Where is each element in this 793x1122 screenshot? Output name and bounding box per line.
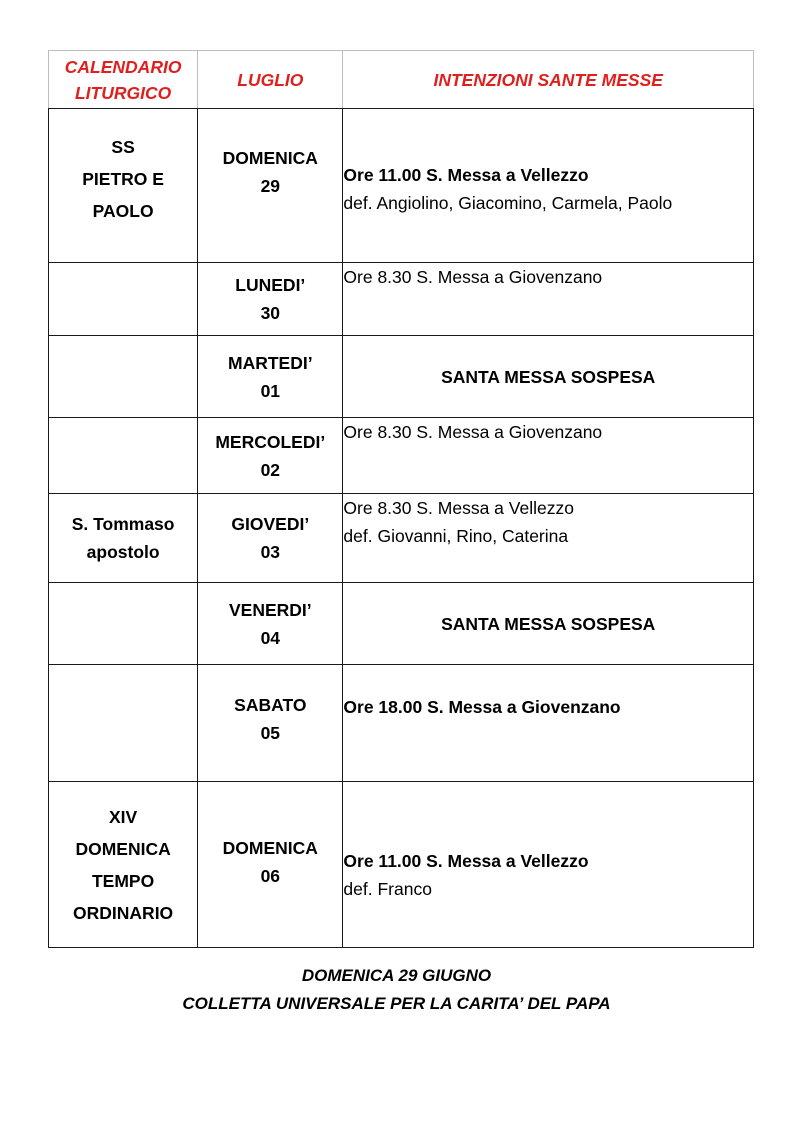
intention-cell bbox=[343, 263, 754, 336]
intention-cell bbox=[343, 665, 754, 782]
day-name: LUNEDI’ bbox=[235, 275, 306, 295]
day-cell bbox=[198, 336, 343, 418]
liturgical-line: TEMPO bbox=[91, 870, 155, 891]
table-header-row bbox=[49, 51, 754, 109]
day-name: VENERDI’ bbox=[228, 599, 312, 620]
header-month: LUGLIO bbox=[198, 51, 343, 109]
intention-line: Ore 8.30 S. Messa a Vellezzo bbox=[343, 498, 574, 518]
footer-note bbox=[0, 962, 793, 1018]
intention-line: Ore 8.30 S. Messa a Giovenzano bbox=[343, 422, 603, 442]
intention-line: Ore 11.00 S. Messa a Vellezzo bbox=[343, 850, 589, 871]
day-name: DOMENICA bbox=[222, 147, 318, 168]
table-row bbox=[49, 336, 754, 418]
day-cell bbox=[198, 583, 343, 665]
liturgical-cell bbox=[49, 782, 198, 948]
table-row bbox=[49, 494, 754, 583]
intention-line: Ore 11.00 S. Messa a Vellezzo bbox=[343, 164, 589, 185]
liturgical-line: S. Tommaso bbox=[71, 514, 175, 534]
header-calendar-line1: CALENDARIO bbox=[64, 56, 182, 77]
footer-date: DOMENICA 29 GIUGNO bbox=[301, 966, 492, 985]
liturgical-cell bbox=[49, 583, 198, 665]
intention-line: def. Franco bbox=[343, 878, 432, 899]
intention-cell bbox=[343, 418, 754, 494]
liturgical-cell bbox=[49, 109, 198, 263]
table-row bbox=[49, 263, 754, 336]
day-cell bbox=[198, 109, 343, 263]
intention-cell bbox=[343, 583, 754, 665]
liturgical-cell bbox=[49, 263, 198, 336]
day-cell bbox=[198, 263, 343, 336]
day-number: 02 bbox=[260, 459, 281, 480]
table-row bbox=[49, 665, 754, 782]
footer-collection: COLLETTA UNIVERSALE PER LA CARITA’ DEL PAPA bbox=[182, 994, 611, 1013]
liturgical-line: ORDINARIO bbox=[73, 902, 174, 923]
day-number: 30 bbox=[260, 303, 281, 323]
header-calendar-liturgico bbox=[49, 51, 198, 109]
header-calendar-line2: LITURGICO bbox=[74, 82, 172, 103]
intention-cell bbox=[343, 336, 754, 418]
table-row bbox=[49, 109, 754, 263]
day-name: MERCOLEDI’ bbox=[215, 431, 326, 452]
day-name: GIOVEDI’ bbox=[231, 514, 310, 534]
day-number: 04 bbox=[260, 627, 281, 648]
liturgical-line: DOMENICA bbox=[75, 838, 171, 859]
day-name: DOMENICA bbox=[222, 837, 318, 858]
liturgical-cell bbox=[49, 336, 198, 418]
mass-schedule-table bbox=[48, 50, 754, 948]
intention-cell bbox=[343, 494, 754, 583]
liturgical-line: apostolo bbox=[86, 542, 160, 562]
intention-line: Ore 18.00 S. Messa a Giovenzano bbox=[343, 697, 621, 717]
intention-line: Ore 8.30 S. Messa a Giovenzano bbox=[343, 267, 603, 287]
day-number: 03 bbox=[260, 542, 281, 562]
liturgical-cell bbox=[49, 494, 198, 583]
liturgical-line: PIETRO E bbox=[82, 168, 164, 189]
intention-cell bbox=[343, 782, 754, 948]
table-row bbox=[49, 583, 754, 665]
day-cell bbox=[198, 665, 343, 782]
liturgical-cell bbox=[49, 418, 198, 494]
intention-cell bbox=[343, 109, 754, 263]
day-number: 29 bbox=[260, 175, 281, 196]
table-row bbox=[49, 782, 754, 948]
day-name: MARTEDI’ bbox=[228, 352, 313, 373]
liturgical-line: XIV bbox=[108, 806, 138, 827]
day-cell bbox=[198, 418, 343, 494]
day-number: 06 bbox=[260, 865, 281, 886]
table-row bbox=[49, 418, 754, 494]
header-intentions: INTENZIONI SANTE MESSE bbox=[343, 51, 754, 109]
intention-line: def. Giovanni, Rino, Caterina bbox=[343, 526, 569, 546]
day-name: SABATO bbox=[234, 695, 307, 715]
liturgical-cell bbox=[49, 665, 198, 782]
day-number: 05 bbox=[260, 723, 281, 743]
day-number: 01 bbox=[260, 380, 281, 401]
liturgical-line: SS bbox=[111, 136, 135, 157]
day-cell bbox=[198, 782, 343, 948]
mass-suspended-label: SANTA MESSA SOSPESA bbox=[441, 366, 656, 387]
mass-suspended-label: SANTA MESSA SOSPESA bbox=[441, 613, 656, 634]
liturgical-line: PAOLO bbox=[92, 200, 154, 221]
intention-line: def. Angiolino, Giacomino, Carmela, Paolo bbox=[343, 192, 673, 213]
day-cell bbox=[198, 494, 343, 583]
